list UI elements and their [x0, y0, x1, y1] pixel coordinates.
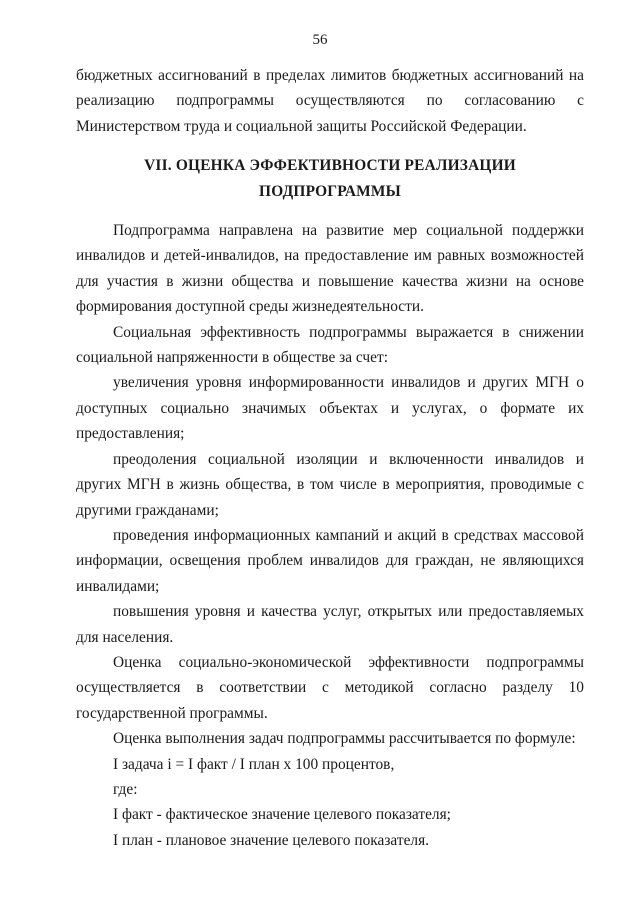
paragraph-goal: Подпрограмма направлена на развитие мер социальной поддержки инвалидов и детей-инвалидов, на предоставление им равных возможностей для участия в жизни общества и повышение качества жизни на основе формирования доступной среды жизнедеятельности.: [76, 222, 584, 316]
where-label: где:: [113, 780, 138, 798]
document-body: [76, 63, 584, 853]
paragraph-social-effect: Социальная эффективность подпрограммы выражается в снижении социальной напряженности в обществе за счет:: [76, 323, 584, 367]
paragraph-isolation: преодоления социальной изоляции и включенности инвалидов и других МГН в жизнь общества, в том числе в мероприятия, проводимые с другими гражданами;: [76, 450, 584, 519]
section-title: VII. ОЦЕНКА ЭФФЕКТИВНОСТИ РЕАЛИЗАЦИИ ПОДПРОГРАММЫ: [144, 157, 516, 200]
page-number: 56: [312, 32, 328, 48]
paragraph-formula-intro: Оценка выполнения задач подпрограммы рассчитывается по формуле:: [113, 730, 576, 748]
definition-fact: I факт - фактическое значение целевого показателя;: [113, 806, 451, 824]
paragraph-evaluation: Оценка социально-экономической эффективности подпрограммы осуществляется в соответствии с методикой согласно разделу 10 государственной программы.: [76, 653, 584, 722]
intro-paragraph: бюджетных ассигнований в пределах лимитов бюджетных ассигнований на реализацию подпрограммы осуществляются по согласованию с Министерством труда и социальной защиты Российской Федерации.: [76, 67, 584, 135]
formula: I задача i = I факт / I план x 100 процентов,: [113, 755, 395, 773]
paragraph-campaigns: проведения информационных кампаний и акций в средствах массовой информации, освещения проблем инвалидов для граждан, не являющихся инвалидами;: [76, 526, 584, 595]
definition-plan: I план - плановое значение целевого показателя.: [113, 831, 430, 849]
paragraph-informing: увеличения уровня информированности инвалидов и других МГН о доступных социально значимых объектах и услугах, о формате их предоставления;: [76, 374, 584, 443]
paragraph-services: повышения уровня и качества услуг, открытых или предоставляемых для населения.: [76, 603, 584, 646]
